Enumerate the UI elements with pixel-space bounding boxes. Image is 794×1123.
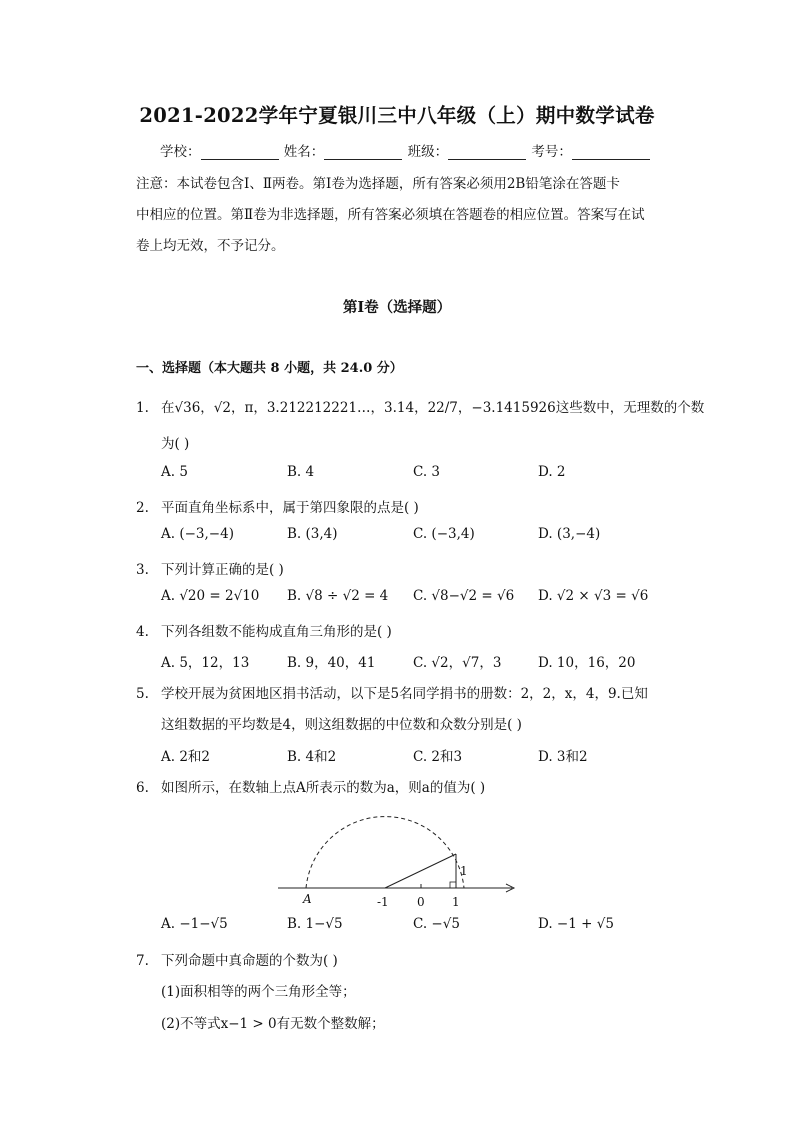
question-text-cont: 为( ) [161, 436, 190, 452]
leg-length-label: 1 [460, 864, 468, 878]
question-text: 平面直角坐标系中，属于第四象限的点是( ) [161, 500, 419, 516]
option-d[interactable]: D. √2 × √3 = √6 [538, 588, 649, 604]
tick-label-0: 0 [417, 895, 425, 909]
option-b[interactable]: B. (3,4) [287, 526, 338, 542]
question-number: 4. [136, 624, 149, 640]
student-info-line [160, 140, 651, 160]
dashed-arc [306, 817, 464, 888]
options-q5 [161, 745, 681, 765]
question-2 [136, 496, 419, 516]
hypotenuse [385, 854, 456, 888]
name-label: 姓名： [283, 144, 325, 160]
point-a-label: A [303, 892, 312, 906]
question-7 [136, 949, 338, 969]
notice-line: 卷上均无效，不予记分。 [136, 238, 285, 254]
question-text: 如图所示，在数轴上点A所表示的数为a，则a的值为( ) [161, 780, 486, 796]
option-d[interactable]: D. 10，16，20 [538, 655, 636, 671]
question-6 [136, 776, 485, 796]
option-b[interactable]: B. 4和2 [287, 749, 337, 765]
question-number: 5. [136, 686, 149, 702]
option-d[interactable]: D. 3和2 [538, 749, 588, 765]
question-text: 下列各组数不能构成直角三角形的是( ) [161, 624, 392, 640]
question-number: 3. [136, 562, 149, 578]
exam-number-label: 考号： [531, 144, 572, 160]
question-text: 下列计算正确的是( ) [161, 562, 284, 578]
class-label: 班级： [407, 144, 449, 160]
question-text-cont: 这组数据的平均数是4，则这组数据的中位数和众数分别是( ) [161, 717, 522, 733]
option-b[interactable]: B. 1−√5 [287, 916, 343, 932]
option-c[interactable]: C. (−3,4) [413, 526, 475, 542]
exam-number-blank[interactable] [572, 146, 650, 160]
tick-label-neg1: -1 [377, 895, 389, 909]
option-b[interactable]: B. 9，40，41 [287, 655, 376, 671]
statement-2: (2)不等式x−1 > 0有无数个整数解； [161, 1016, 385, 1032]
question-3 [136, 558, 284, 578]
class-blank[interactable] [448, 146, 526, 160]
options-q4 [161, 651, 681, 671]
option-b[interactable]: B. √8 ÷ √2 = 4 [287, 588, 389, 604]
notice-line: 中相应的位置。第Ⅱ卷为非选择题，所有答案必须填在答题卷的相应位置。答案写在试 [136, 207, 645, 223]
question-4 [136, 620, 392, 640]
option-a[interactable]: A. 5，12，13 [161, 655, 250, 671]
statement-1: (1)面积相等的两个三角形全等； [161, 984, 356, 1000]
section-title: 第Ⅰ卷（选择题） [342, 299, 452, 316]
option-a[interactable]: A. (−3,−4) [161, 526, 234, 542]
part-title: 一、选择题（本大题共 8 小题，共 24.0 分） [136, 361, 403, 376]
question-5 [136, 682, 648, 702]
question-text: 在√36，√2，π，3.212212221…，3.14，22/7，−3.1415926这些数中，无理数的个数 [161, 400, 705, 416]
option-c[interactable]: C. √2，√7，3 [413, 655, 502, 671]
option-a[interactable]: A. 2和2 [161, 749, 211, 765]
school-label: 学校： [160, 144, 201, 160]
option-b[interactable]: B. 4 [287, 464, 315, 480]
option-c[interactable]: C. −√5 [413, 916, 460, 932]
option-c[interactable]: C. √8−√2 = √6 [413, 588, 515, 604]
options-q3 [161, 588, 681, 608]
notice-line: 注意：本试卷包含Ⅰ、Ⅱ两卷。第Ⅰ卷为选择题，所有答案必须用2B铅笔涂在答题卡 [136, 176, 620, 192]
option-a[interactable]: A. √20 = 2√10 [161, 588, 260, 604]
question-text: 学校开展为贫困地区捐书活动，以下是5名同学捐书的册数：2，2，x，4，9.已知 [161, 686, 648, 702]
question-number: 7. [136, 953, 149, 969]
tick-label-1: 1 [452, 895, 460, 909]
right-angle-mark [450, 882, 456, 888]
question-number: 2. [136, 500, 149, 516]
question-text: 下列命题中真命题的个数为( ) [161, 953, 338, 969]
option-c[interactable]: C. 2和3 [413, 749, 463, 765]
options-q2 [161, 526, 681, 546]
question-number: 1. [136, 400, 149, 416]
exam-title: 2021-2022学年宁夏银川三中八年级（上）期中数学试卷 [139, 104, 655, 127]
options-q1 [161, 464, 681, 484]
question-1 [136, 396, 704, 416]
question-number: 6. [136, 780, 149, 796]
option-d[interactable]: D. −1 + √5 [538, 916, 614, 932]
option-c[interactable]: C. 3 [413, 464, 441, 480]
options-q6 [161, 916, 681, 936]
name-blank[interactable] [324, 146, 402, 160]
option-d[interactable]: D. 2 [538, 464, 566, 480]
option-d[interactable]: D. (3,−4) [538, 526, 601, 542]
option-a[interactable]: A. −1−√5 [161, 916, 228, 932]
option-a[interactable]: A. 5 [161, 464, 188, 480]
school-blank[interactable] [201, 146, 279, 160]
number-line-figure [270, 810, 520, 914]
